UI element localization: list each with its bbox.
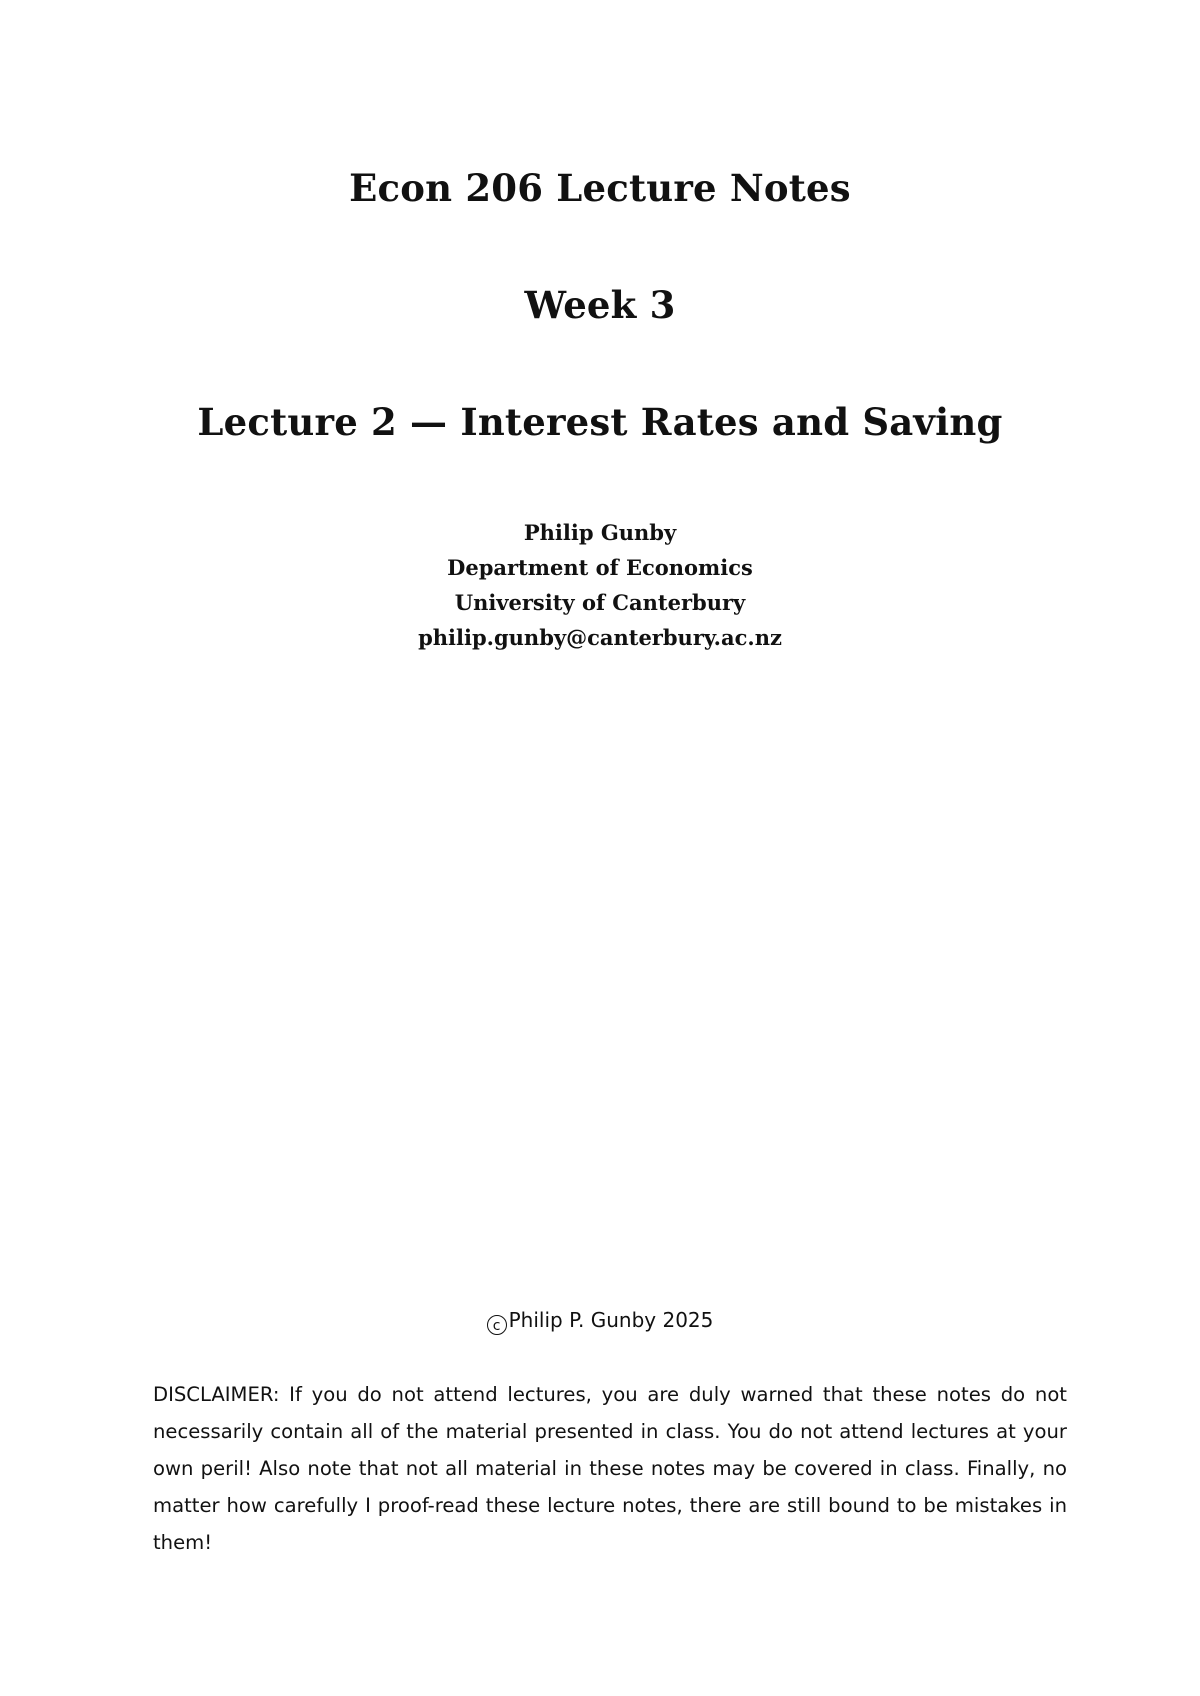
author-email: philip.gunby@canterbury.ac.nz <box>418 625 782 650</box>
course-title: Econ 206 Lecture Notes <box>349 166 851 210</box>
author-block <box>0 515 1200 655</box>
week-heading: Week 3 <box>524 283 676 327</box>
author-name: Philip Gunby <box>523 520 677 545</box>
copyright-icon: c <box>487 1315 507 1335</box>
copyright-line <box>0 1308 1200 1335</box>
disclaimer-paragraph: DISCLAIMER: If you do not attend lectures, you are duly warned that these notes do not necessarily contain all of the material presented in class. You do not attend lectures at your own peril! Also note that not all material in these notes may be covered in class. Finally, no matter how carefully I proof-read these lecture notes, there are still bound to be mistakes in them! <box>153 1383 1067 1554</box>
author-department: Department of Economics <box>447 555 753 580</box>
copyright-text: Philip P. Gunby 2025 <box>508 1308 714 1332</box>
lecture-title: Lecture 2 — Interest Rates and Saving <box>197 400 1003 444</box>
author-university: University of Canterbury <box>454 590 746 615</box>
